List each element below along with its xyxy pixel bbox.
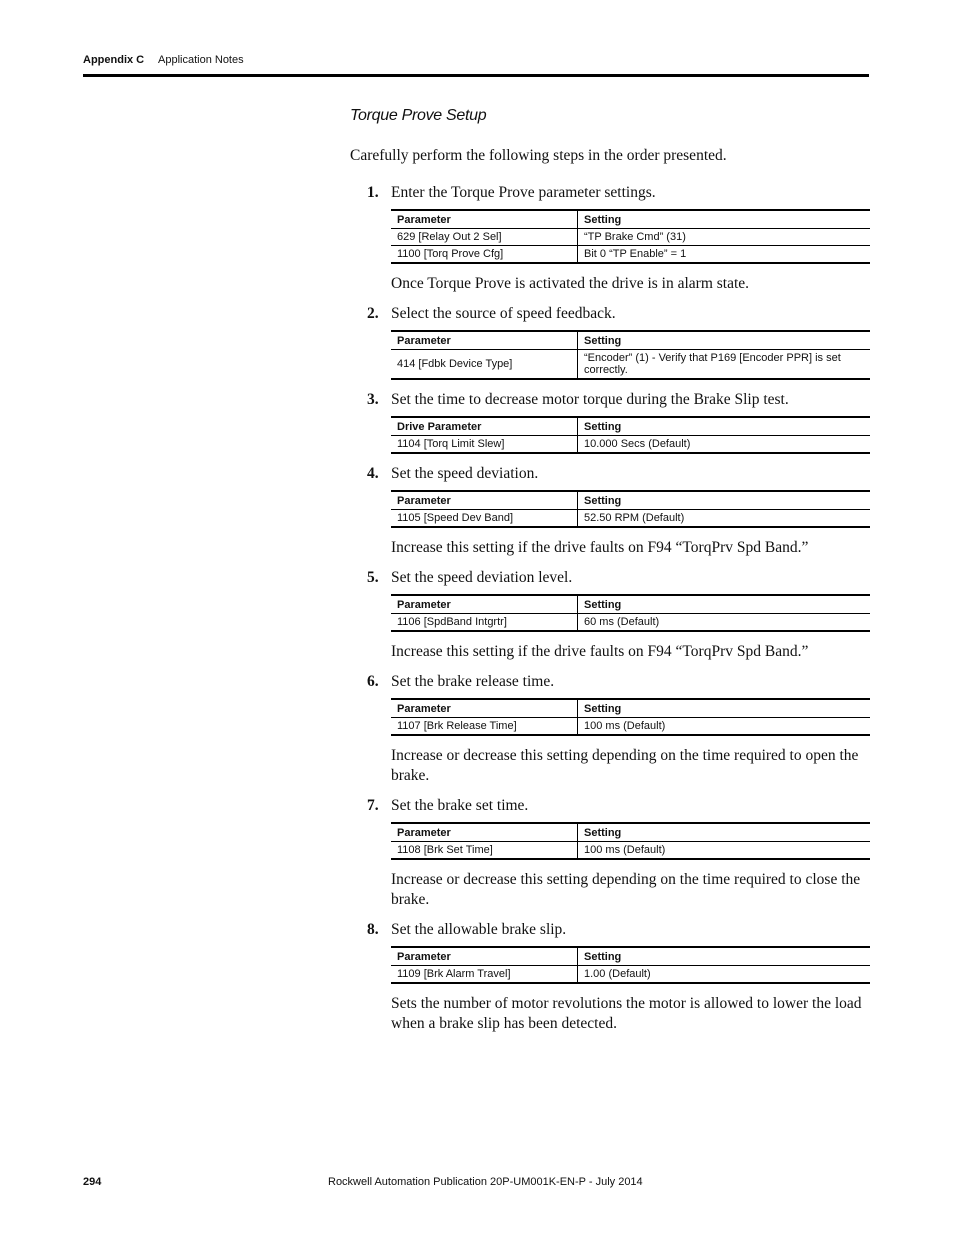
table-header-row [391, 947, 870, 966]
column-header: Setting [578, 947, 871, 966]
step-note: Increase or decrease this setting depending on the time required to open the brake. [391, 747, 859, 784]
step-number: 1. [367, 184, 379, 201]
table-row [391, 229, 870, 246]
parameter-cell: 1104 [Torq Limit Slew] [391, 436, 578, 454]
step-note: Once Torque Prove is activated the drive is in alarm state. [391, 275, 750, 292]
parameter-cell: 1107 [Brk Release Time] [391, 718, 578, 736]
setting-cell: 52.50 RPM (Default) [578, 510, 871, 528]
step-note: Increase this setting if the drive faults on F94 “TorqPrv Spd Band.” [391, 539, 809, 556]
column-header: Parameter [391, 823, 578, 842]
step-label: Set the brake set time. [391, 797, 529, 814]
table-header-row [391, 210, 870, 229]
table-row [391, 350, 870, 380]
column-header: Parameter [391, 947, 578, 966]
step-5 [350, 568, 870, 632]
step-1 [350, 183, 870, 264]
column-header: Parameter [391, 491, 578, 510]
table-row [391, 718, 870, 736]
step-4 [350, 464, 870, 528]
section-label: Application Notes [158, 54, 244, 66]
step-label: Set the time to decrease motor torque during the Brake Slip test. [391, 391, 789, 408]
subsection-title: Torque Prove Setup [350, 107, 487, 124]
table-row [391, 246, 870, 264]
column-header: Parameter [391, 699, 578, 718]
parameter-table [391, 822, 870, 860]
table-header-row [391, 823, 870, 842]
step-number: 7. [367, 797, 379, 814]
table-row [391, 436, 870, 454]
setting-cell: 10.000 Secs (Default) [578, 436, 871, 454]
parameter-table [391, 490, 870, 528]
step-8 [350, 920, 870, 984]
column-header: Parameter [391, 595, 578, 614]
parameter-cell: 1105 [Speed Dev Band] [391, 510, 578, 528]
table-row [391, 614, 870, 632]
step-note: Increase this setting if the drive faults on F94 “TorqPrv Spd Band.” [391, 643, 809, 660]
intro-paragraph: Carefully perform the following steps in the order presented. [350, 147, 727, 164]
step-note: Sets the number of motor revolutions the motor is allowed to lower the load when a brake slip has been detected. [391, 995, 862, 1032]
parameter-cell: 1109 [Brk Alarm Travel] [391, 966, 578, 984]
step-label: Set the allowable brake slip. [391, 921, 567, 938]
step-label: Set the brake release time. [391, 673, 555, 690]
parameter-cell: 1106 [SpdBand Intgrtr] [391, 614, 578, 632]
step-number: 2. [367, 305, 379, 322]
table-header-row [391, 331, 870, 350]
step-note: Increase or decrease this setting depending on the time required to close the brake. [391, 871, 861, 908]
main-content [350, 107, 870, 1044]
step-2 [350, 304, 870, 380]
page-number: 294 [83, 1176, 102, 1188]
appendix-label: Appendix C [83, 54, 145, 66]
parameter-cell: 414 [Fdbk Device Type] [391, 350, 578, 380]
step-label: Set the speed deviation. [391, 465, 539, 482]
table-header-row [391, 595, 870, 614]
column-header: Setting [578, 595, 871, 614]
step-number: 6. [367, 673, 379, 690]
header-rule [83, 74, 869, 77]
column-header: Setting [578, 331, 871, 350]
table-row [391, 842, 870, 860]
column-header: Setting [578, 210, 871, 229]
setting-cell: 100 ms (Default) [578, 842, 871, 860]
setting-cell: 60 ms (Default) [578, 614, 871, 632]
parameter-table [391, 946, 870, 984]
step-label: Enter the Torque Prove parameter settings. [391, 184, 656, 201]
step-label: Set the speed deviation level. [391, 569, 573, 586]
parameter-table [391, 209, 870, 264]
step-label: Select the source of speed feedback. [391, 305, 616, 322]
setting-cell: 1.00 (Default) [578, 966, 871, 984]
parameter-table [391, 330, 870, 380]
setting-cell: “Encoder” (1) - Verify that P169 [Encoder PPR] is set correctly. [578, 350, 871, 380]
step-number: 5. [367, 569, 379, 586]
step-6 [350, 672, 870, 736]
page-header [83, 52, 869, 74]
step-7 [350, 796, 870, 860]
parameter-cell: 1100 [Torq Prove Cfg] [391, 246, 578, 264]
parameter-cell: 629 [Relay Out 2 Sel] [391, 229, 578, 246]
parameter-table [391, 416, 870, 454]
table-header-row [391, 491, 870, 510]
table-header-row [391, 699, 870, 718]
table-row [391, 966, 870, 984]
publication-info: Rockwell Automation Publication 20P-UM001K-EN-P - July 2014 [328, 1176, 643, 1188]
parameter-cell: 1108 [Brk Set Time] [391, 842, 578, 860]
steps-list [350, 183, 870, 1034]
column-header: Parameter [391, 331, 578, 350]
setting-cell: 100 ms (Default) [578, 718, 871, 736]
column-header: Parameter [391, 210, 578, 229]
table-row [391, 510, 870, 528]
step-number: 4. [367, 465, 379, 482]
column-header: Drive Parameter [391, 417, 578, 436]
column-header: Setting [578, 823, 871, 842]
parameter-table [391, 698, 870, 736]
column-header: Setting [578, 491, 871, 510]
step-number: 8. [367, 921, 379, 938]
setting-cell: “TP Brake Cmd” (31) [578, 229, 871, 246]
setting-cell: Bit 0 “TP Enable” = 1 [578, 246, 871, 264]
step-3 [350, 390, 870, 454]
table-header-row [391, 417, 870, 436]
parameter-table [391, 594, 870, 632]
step-number: 3. [367, 391, 379, 408]
column-header: Setting [578, 417, 871, 436]
column-header: Setting [578, 699, 871, 718]
